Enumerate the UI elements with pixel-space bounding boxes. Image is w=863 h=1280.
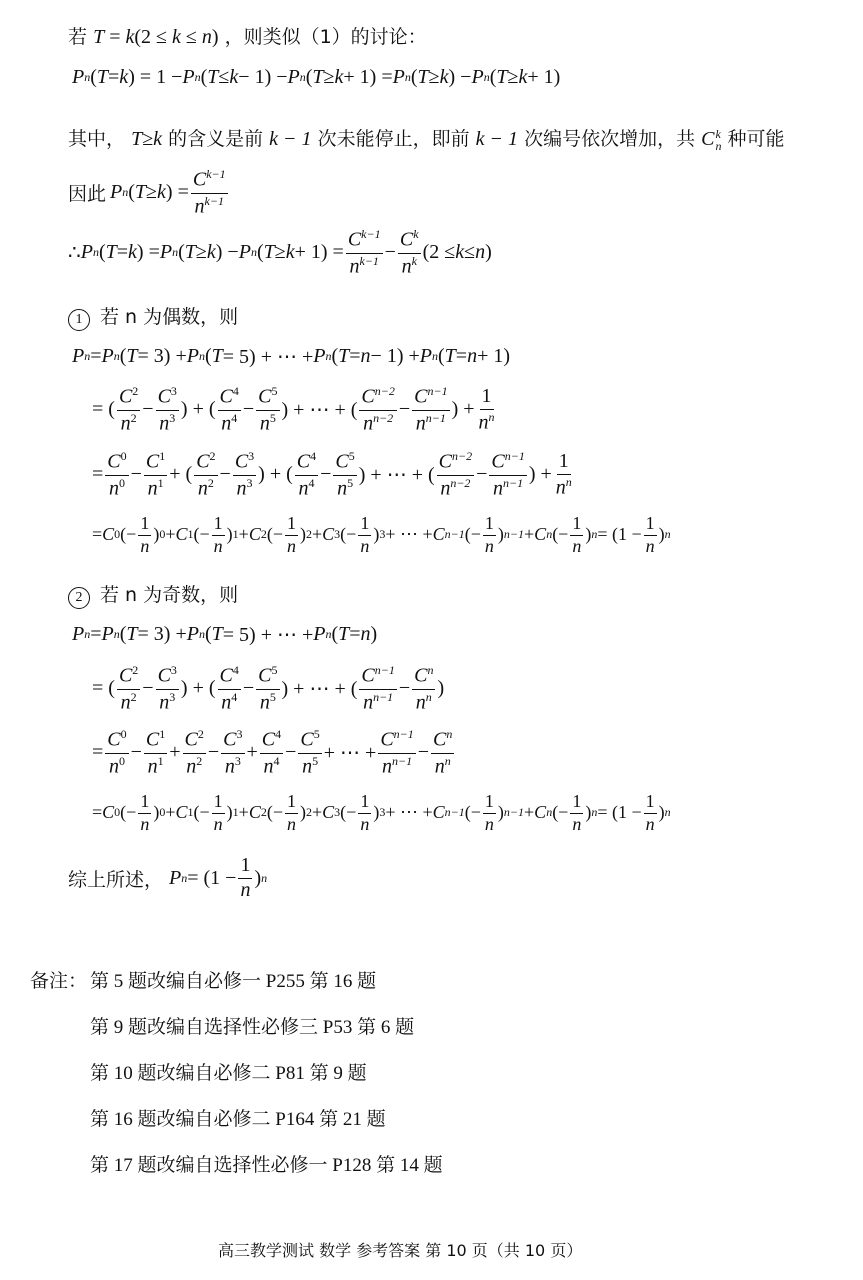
condition-math: T = k(2 ≤ k ≤ n) (93, 26, 219, 48)
text-zhong: 种可能 (727, 128, 785, 150)
text-weineng: 次未能停止，即前 (317, 128, 470, 150)
case-even-heading (68, 302, 238, 331)
case-even-eq2: = ( $\frac{C^2}{n^2}$ − $\frac{C^3}{n^3}$ ) + ( $\frac{C^4}{n^4}$ − $\frac{C^5}{n^5}$ ) + ⋯ + ( $\frac{C^{n-2}}{n^{n-2}}$ − $\frac{C^{n-1}}{n^{n-1}}$ ) + $\frac{1}{n^n}$ (92, 384, 495, 435)
line-meaning (68, 124, 785, 152)
text-hanyi: 的含义是前 (168, 128, 264, 150)
note-item: 第 17 题改编自选择性必修一 P128 第 14 题 (90, 1155, 443, 1176)
case-even-eq1: P n = P n ( T = 3) + P n ( T = 5) + ⋯ + P n ( T = n − 1) + P n ( T = n + 1) (72, 345, 511, 368)
math-k-minus-1-b: k − 1 (475, 128, 519, 150)
note-item: 第 9 题改编自选择性必修三 P53 第 6 题 (90, 1017, 415, 1038)
equation-pn-tk: P n ( T = k ) = 1 − P n ( T ≤ k − 1) − P n ( T ≥ k + 1) = P n ( T ≥ k ) − P n ( T ≥ k + 1) (72, 66, 561, 88)
line-condition (68, 22, 427, 49)
text-bianhao: 次编号依次增加，共 (524, 128, 696, 150)
summary-line: 综上所述， P n = (1 − $\frac{1}{n}$ ) n (68, 854, 268, 901)
text-yinci: 因此 (68, 183, 107, 206)
equation-pn-tgek: 因此 P n ( T ≥ k ) = $\frac{C^{k-1}}{n^{k-1}}$ (68, 167, 226, 218)
case-odd-eq2: = ( $\frac{C^2}{n^2}$ − $\frac{C^3}{n^3}$ ) + ( $\frac{C^4}{n^4}$ − $\frac{C^5}{n^5}$ ) + ⋯ + ( $\frac{C^{n-1}}{n^{n-1}}$ − $\frac{C^n}{n^n}$ ) (92, 663, 445, 714)
equation-therefore: ∴ P n ( T = k ) = P n ( T ≥ k ) − P n ( T ≥ k + 1) = $\frac{C^{k-1}}{n^{k-1}}$ − $\frac{C^k}{n^k}$ (2 ≤ k ≤ n ) (68, 227, 492, 278)
case-even-eq4: = C 0 (− $\frac{1}{n}$ ) 0 + C 1 (− $\frac{1}{n}$ ) 1 + C 2 (− $\frac{1}{n}$ ) 2 + C 3 (− $\frac{1}{n}$ ) 3 + ⋯ + C n−1 (− $\frac{1}{n}$ ) n−1 + C n (− $\frac{1}{n}$ ) n = (1 − $\frac{1}{n}$ ) n (92, 513, 671, 556)
text-tail: ，则类似（1）的讨论： (224, 26, 427, 48)
text-ruo: 若 (68, 26, 88, 48)
page-footer: 高三教学测试 数学 参考答案 第 10 页（共 10 页） (218, 1241, 583, 1260)
math-k-minus-1-a: k − 1 (269, 128, 312, 150)
text-summary: 综上所述， (68, 868, 164, 891)
text-qizhong: 其中， (68, 128, 126, 150)
case-odd-eq4: = C 0 (− $\frac{1}{n}$ ) 0 + C 1 (− $\frac{1}{n}$ ) 1 + C 2 (− $\frac{1}{n}$ ) 2 + C 3 (− $\frac{1}{n}$ ) 3 + ⋯ + C n−1 (− $\frac{1}{n}$ ) n−1 + C n (− $\frac{1}{n}$ ) n = (1 − $\frac{1}{n}$ ) n (92, 791, 671, 834)
case-odd-heading (68, 580, 238, 609)
note-item: 第 10 题改编自必修二 P81 第 9 题 (90, 1063, 367, 1084)
text-odd: 若 n 为奇数，则 (100, 584, 239, 606)
notes-label: 备注： (30, 971, 88, 992)
case-odd-eq1: P n = P n ( T = 3) + P n ( T = 5) + ⋯ + P n ( T = n ) (72, 623, 378, 646)
note-item: 第 5 题改编自必修一 P255 第 16 题 (90, 971, 377, 992)
text-even: 若 n 为偶数，则 (100, 306, 239, 328)
note-item: 第 16 题改编自必修二 P164 第 21 题 (90, 1109, 386, 1130)
math-t-ge-k: T≥k (131, 128, 163, 150)
case-odd-eq3: = $\frac{C^0}{n^0}$ − $\frac{C^1}{n^1}$ + $\frac{C^2}{n^2}$ − $\frac{C^3}{n^3}$ + $\frac{C^4}{n^4}$ − $\frac{C^5}{n^5}$ + ⋯ + $\frac{C^{n-1}}{n^{n-1}}$ − $\frac{C^n}{n^n}$ (92, 727, 453, 778)
circled-number-1: 1 (68, 309, 90, 331)
math-c-n-k-1: C k n (701, 126, 722, 153)
case-even-eq3: = $\frac{C^0}{n^0}$ − $\frac{C^1}{n^1}$ + ( $\frac{C^2}{n^2}$ − $\frac{C^3}{n^3}$ ) + ( $\frac{C^4}{n^4}$ − $\frac{C^5}{n^5}$ ) + ⋯ + ( $\frac{C^{n-2}}{n^{n-2}}$ − $\frac{C^{n-1}}{n^{n-1}}$ ) + $\frac{1}{n^n}$ (92, 449, 572, 500)
circled-number-2: 2 (68, 587, 90, 609)
